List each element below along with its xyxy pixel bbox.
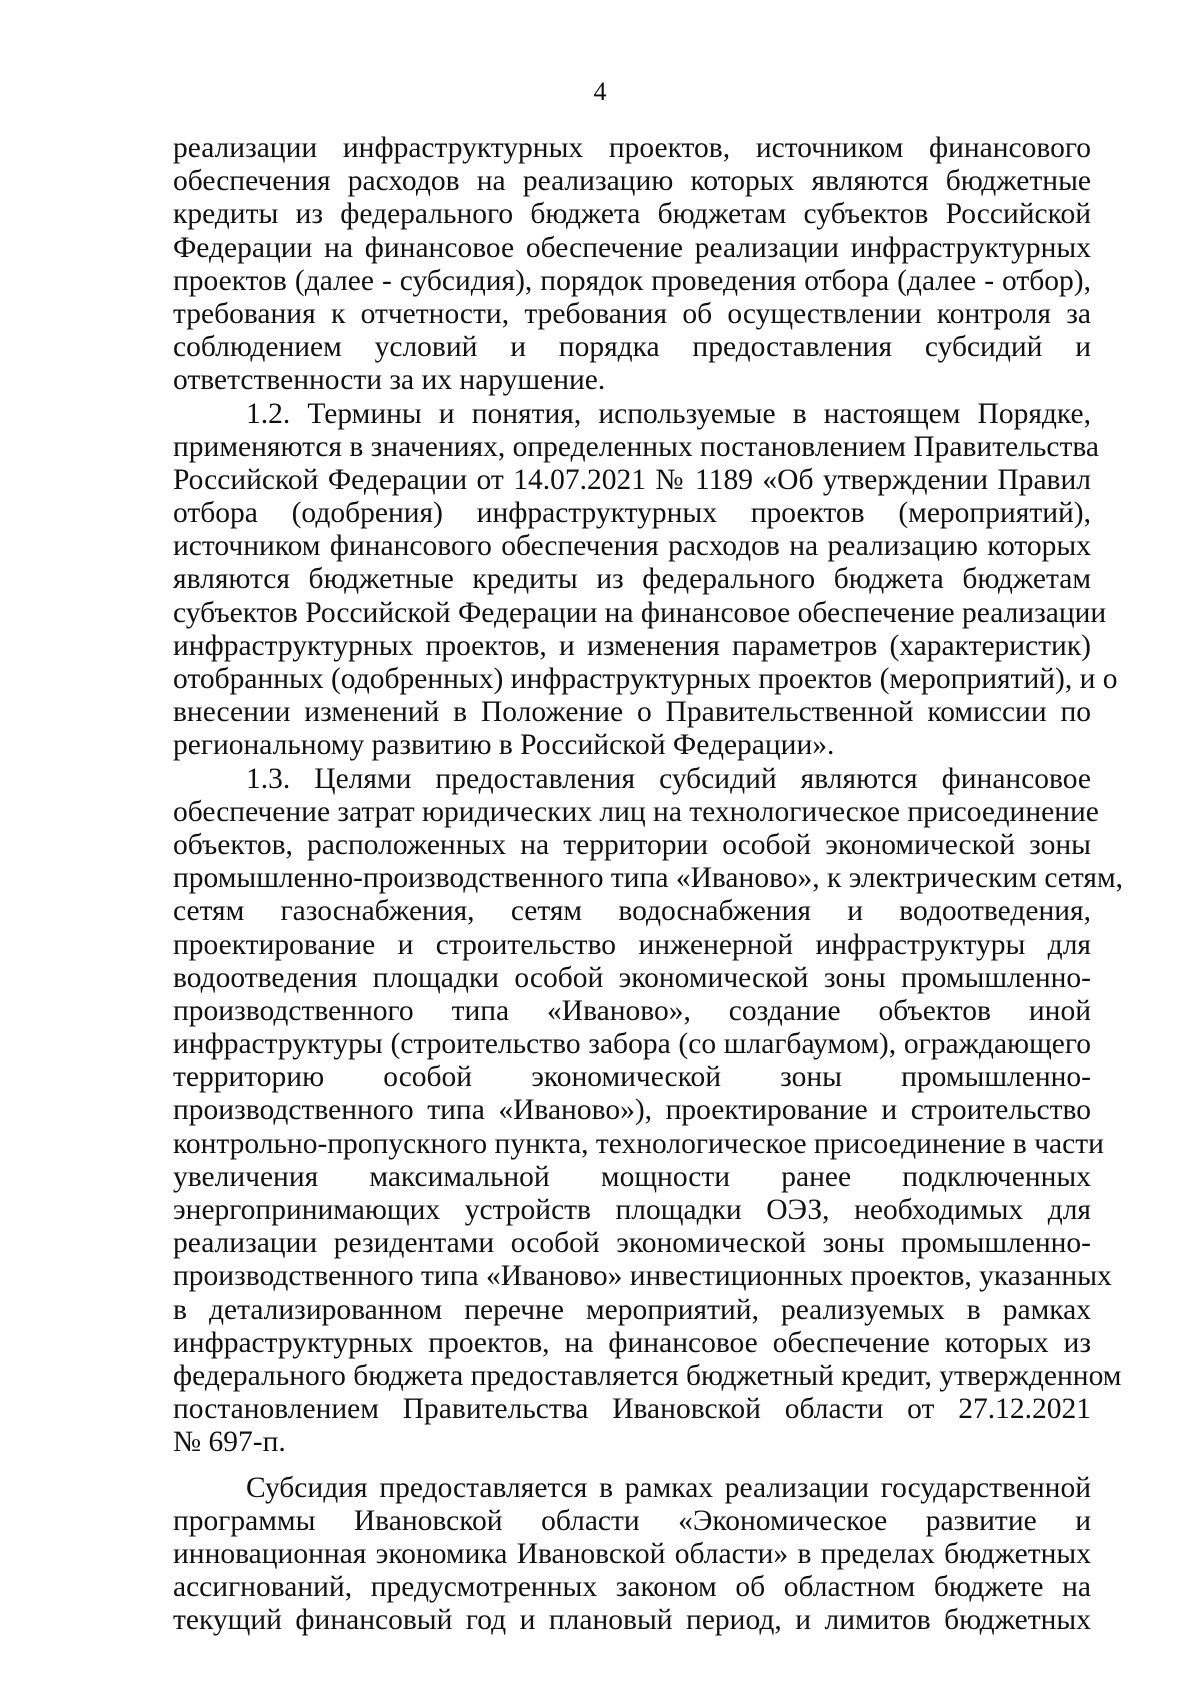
text-line: ответственности за их нарушение. [173,364,606,397]
text-line: отобранных (одобренных) инфраструктурных проектов (мероприятий), и о [173,663,1118,695]
text-line: объектов, расположенных на территории особой экономической зоны [173,828,1091,861]
text-line: инфраструктурных проектов, и изменения параметров (характеристик) [173,629,1091,662]
text-line: реализации резидентами особой экономической зоны промышленно- [173,1227,1091,1260]
text-line: являются бюджетные кредиты из федерального бюджета бюджетам [173,563,1091,596]
document-body [173,132,1124,1637]
text-line: производственного типа «Иваново» инвестиционных проектов, указанных [173,1260,1112,1293]
text-line: увеличения максимальной мощности ранее подключенных [173,1160,1091,1193]
text-line: проектов (далее - субсидия), порядок проведения отбора (далее - отбор), [173,264,1091,297]
text-line: отбора (одобрения) инфраструктурных проектов (мероприятий), [173,497,1091,530]
text-line: водоотведения площадки особой экономической зоны промышленно- [173,961,1091,994]
paragraph-intro-continuation [173,132,1091,398]
text-line: кредиты из федерального бюджета бюджетам субъектов Российской [173,198,1091,231]
text-line: сетям газоснабжения, сетям водоснабжения и водоотведения, [173,895,1091,928]
text-line: требования к отчетности, требования об осуществлении контроля за [173,297,1091,330]
text-line: применяются в значениях, определенных постановлением Правительства [173,430,1099,463]
text-line: производственного типа «Иваново», создание объектов иной [173,994,1091,1027]
text-line: проектирование и строительство инженерной инфраструктуры для [173,928,1091,961]
text-line: федерального бюджета предоставляется бюджетный кредит, утвержденном [173,1359,1122,1392]
text-line: промышленно-производственного типа «Иваново», к электрическим сетям, [173,862,1124,895]
text-line: 1.3. Целями предоставления субсидий являются финансовое [246,762,1091,795]
text-line: Российской Федерации от 14.07.2021 № 1189 «Об утверждении Правил [173,463,1091,496]
text-line: источником финансового обеспечения расходов на реализацию которых [173,530,1091,563]
text-line: обеспечение затрат юридических лиц на технологическое присоединение [173,795,1099,828]
text-line: инновационная экономика Ивановской области» в пределах бюджетных [173,1537,1091,1570]
text-line: контрольно-пропускного пункта, технологическое присоединение в части [173,1127,1104,1160]
text-line: инфраструктурных проектов, на финансовое обеспечение которых из [173,1326,1091,1359]
text-line: территорию особой экономической зоны промышленно- [173,1061,1091,1094]
text-line: обеспечения расходов на реализацию которых являются бюджетные [173,165,1091,198]
text-line: ассигнований, предусмотренных законом об областном бюджете на [173,1571,1091,1604]
text-line: 1.2. Термины и понятия, используемые в настоящем Порядке, [246,397,1091,430]
text-line: реализации инфраструктурных проектов, источником финансового [173,132,1091,164]
paragraph-subsidy [173,1472,1091,1638]
text-line: Федерации на финансовое обеспечение реализации инфраструктурных [173,231,1091,264]
text-line: региональному развитию в Российской Федерации». [173,729,835,762]
text-line: № 697-п. [173,1426,286,1459]
text-line: текущий финансовый год и плановый период, и лимитов бюджетных [173,1604,1091,1637]
text-line: Субсидия предоставляется в рамках реализации государственной [246,1471,1091,1504]
paragraph-1-2 [173,397,1118,763]
page-number: 4 [593,77,607,106]
text-line: постановлением Правительства Ивановской области от 27.12.2021 [173,1393,1091,1426]
text-line: в детализированном перечне мероприятий, реализуемых в рамках [173,1293,1091,1326]
text-line: инфраструктуры (строительство забора (со шлагбаумом), ограждающего [173,1028,1091,1061]
text-line: программы Ивановской области «Экономическое развитие и [173,1504,1091,1537]
text-line: субъектов Российской Федерации на финансовое обеспечение реализации [173,596,1107,629]
text-line: производственного типа «Иваново»), проектирование и строительство [173,1094,1091,1127]
text-line: соблюдением условий и порядка предоставления субсидий и [173,331,1091,364]
paragraph-gap [173,1460,1091,1472]
text-line: энергопринимающих устройств площадки ОЭЗ, необходимых для [173,1194,1091,1226]
text-line: внесении изменений в Положение о Правительственной комиссии по [173,696,1091,729]
paragraph-1-3 [173,762,1124,1460]
